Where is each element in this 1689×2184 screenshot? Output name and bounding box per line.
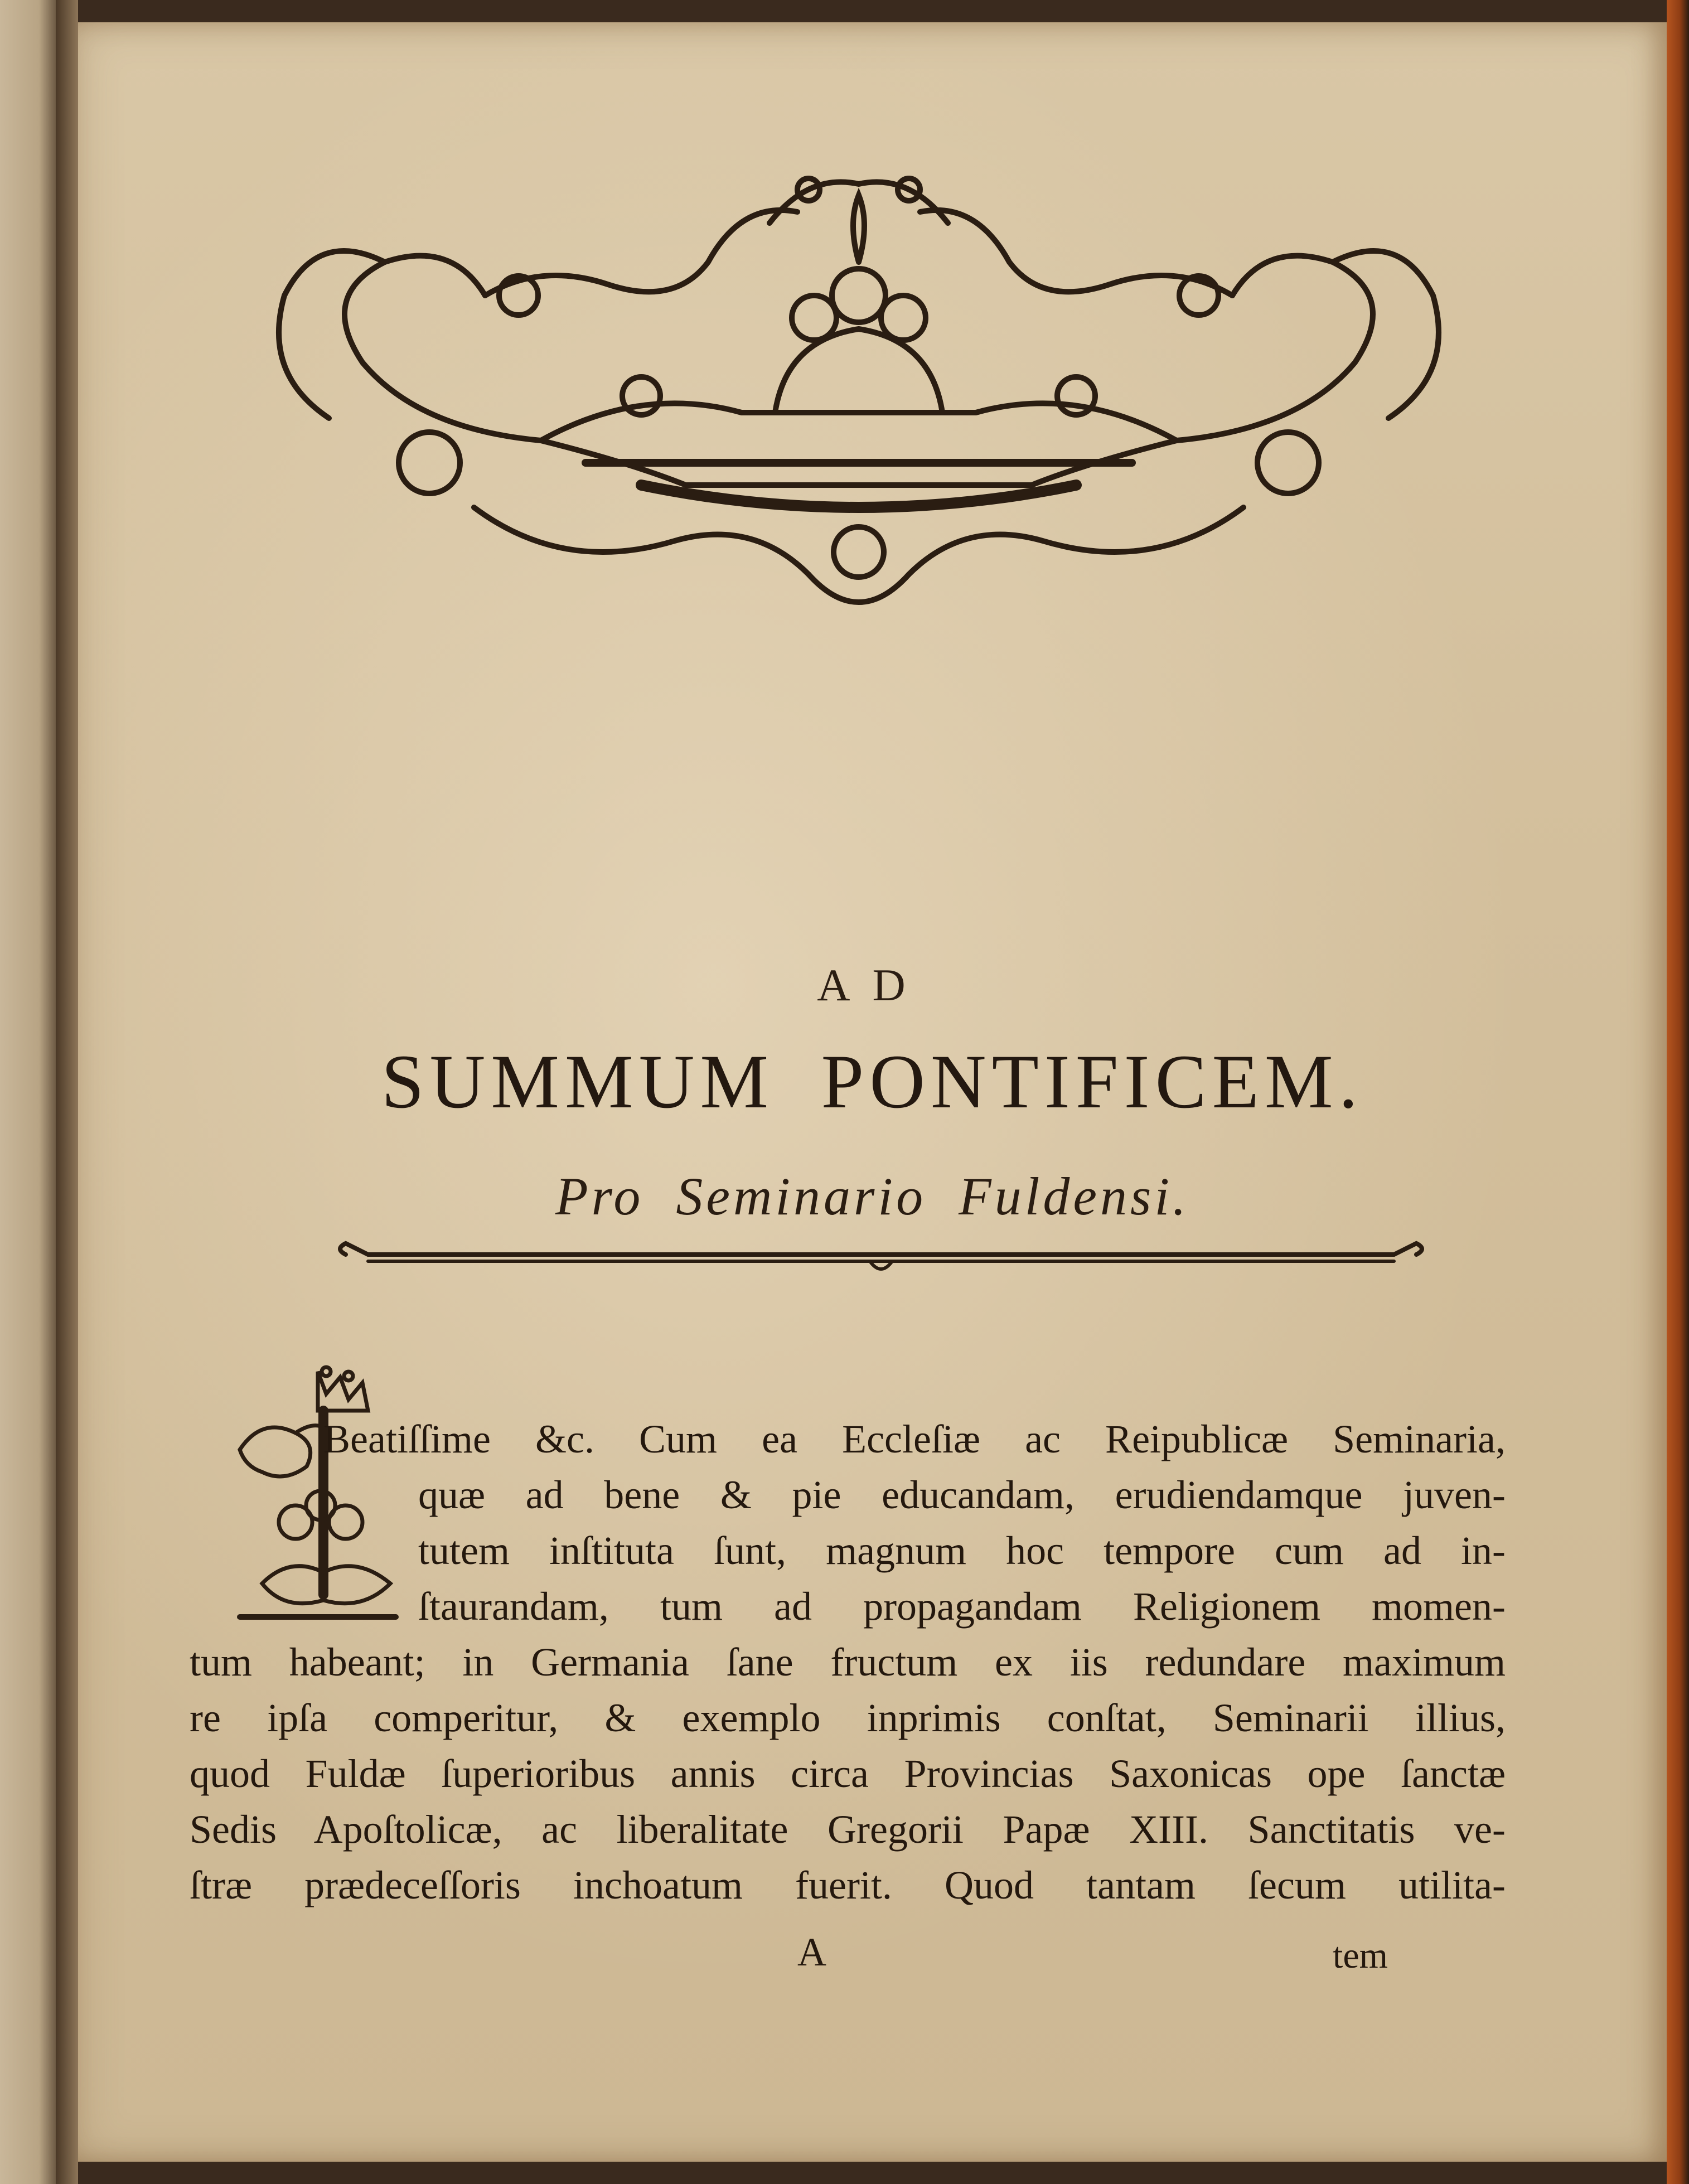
ornamental-rule-icon [335,1232,1427,1282]
text-line-7: quod Fuldæ ſuperioribus annis circa Provincias Saxonicas ope ſanctæ [190,1751,1506,1796]
headpiece-ornament-icon [251,151,1467,641]
page-edge-right [1667,0,1689,2184]
text-line-4: ſtaurandam, tum ad propagandam Religionem momen- [418,1584,1506,1629]
text-line-6: re ipſa comperitur, & exemplo inprimis conſtat, Seminarii illius, [190,1696,1506,1740]
previous-page-edge [0,0,56,2184]
book-page [78,22,1667,2162]
page-title: SUMMUM PONTIFICEM. [381,1039,1364,1124]
text-line-1: Beatiſſime &c. Cum ea Eccleſiæ ac Reipublicæ Seminaria, [323,1417,1506,1461]
decorated-initial-icon [229,1360,407,1628]
text-line-2: quæ ad bene & pie educandam, erudiendamque juven- [418,1473,1506,1517]
signature-mark: A [797,1930,826,1974]
heading-ad: AD [817,960,928,1010]
text-line-3: tutem inſtituta ſunt, magnum hoc tempore cum ad in- [418,1528,1506,1573]
text-line-9: ſtræ prædeceſſoris inchoatum fuerit. Quod tantam ſecum utilita- [190,1863,1506,1907]
book-gutter [56,0,78,2184]
text-line-8: Sedis Apoſtolicæ, ac liberalitate Gregorii Papæ XIII. Sanctitatis ve- [190,1807,1506,1852]
catchword: tem [1333,1935,1388,1976]
text-line-5: tum habeant; in Germania ſane fructum ex iis redundare maximum [190,1640,1506,1684]
page-subtitle: Pro Seminario Fuldensi. [555,1166,1190,1226]
